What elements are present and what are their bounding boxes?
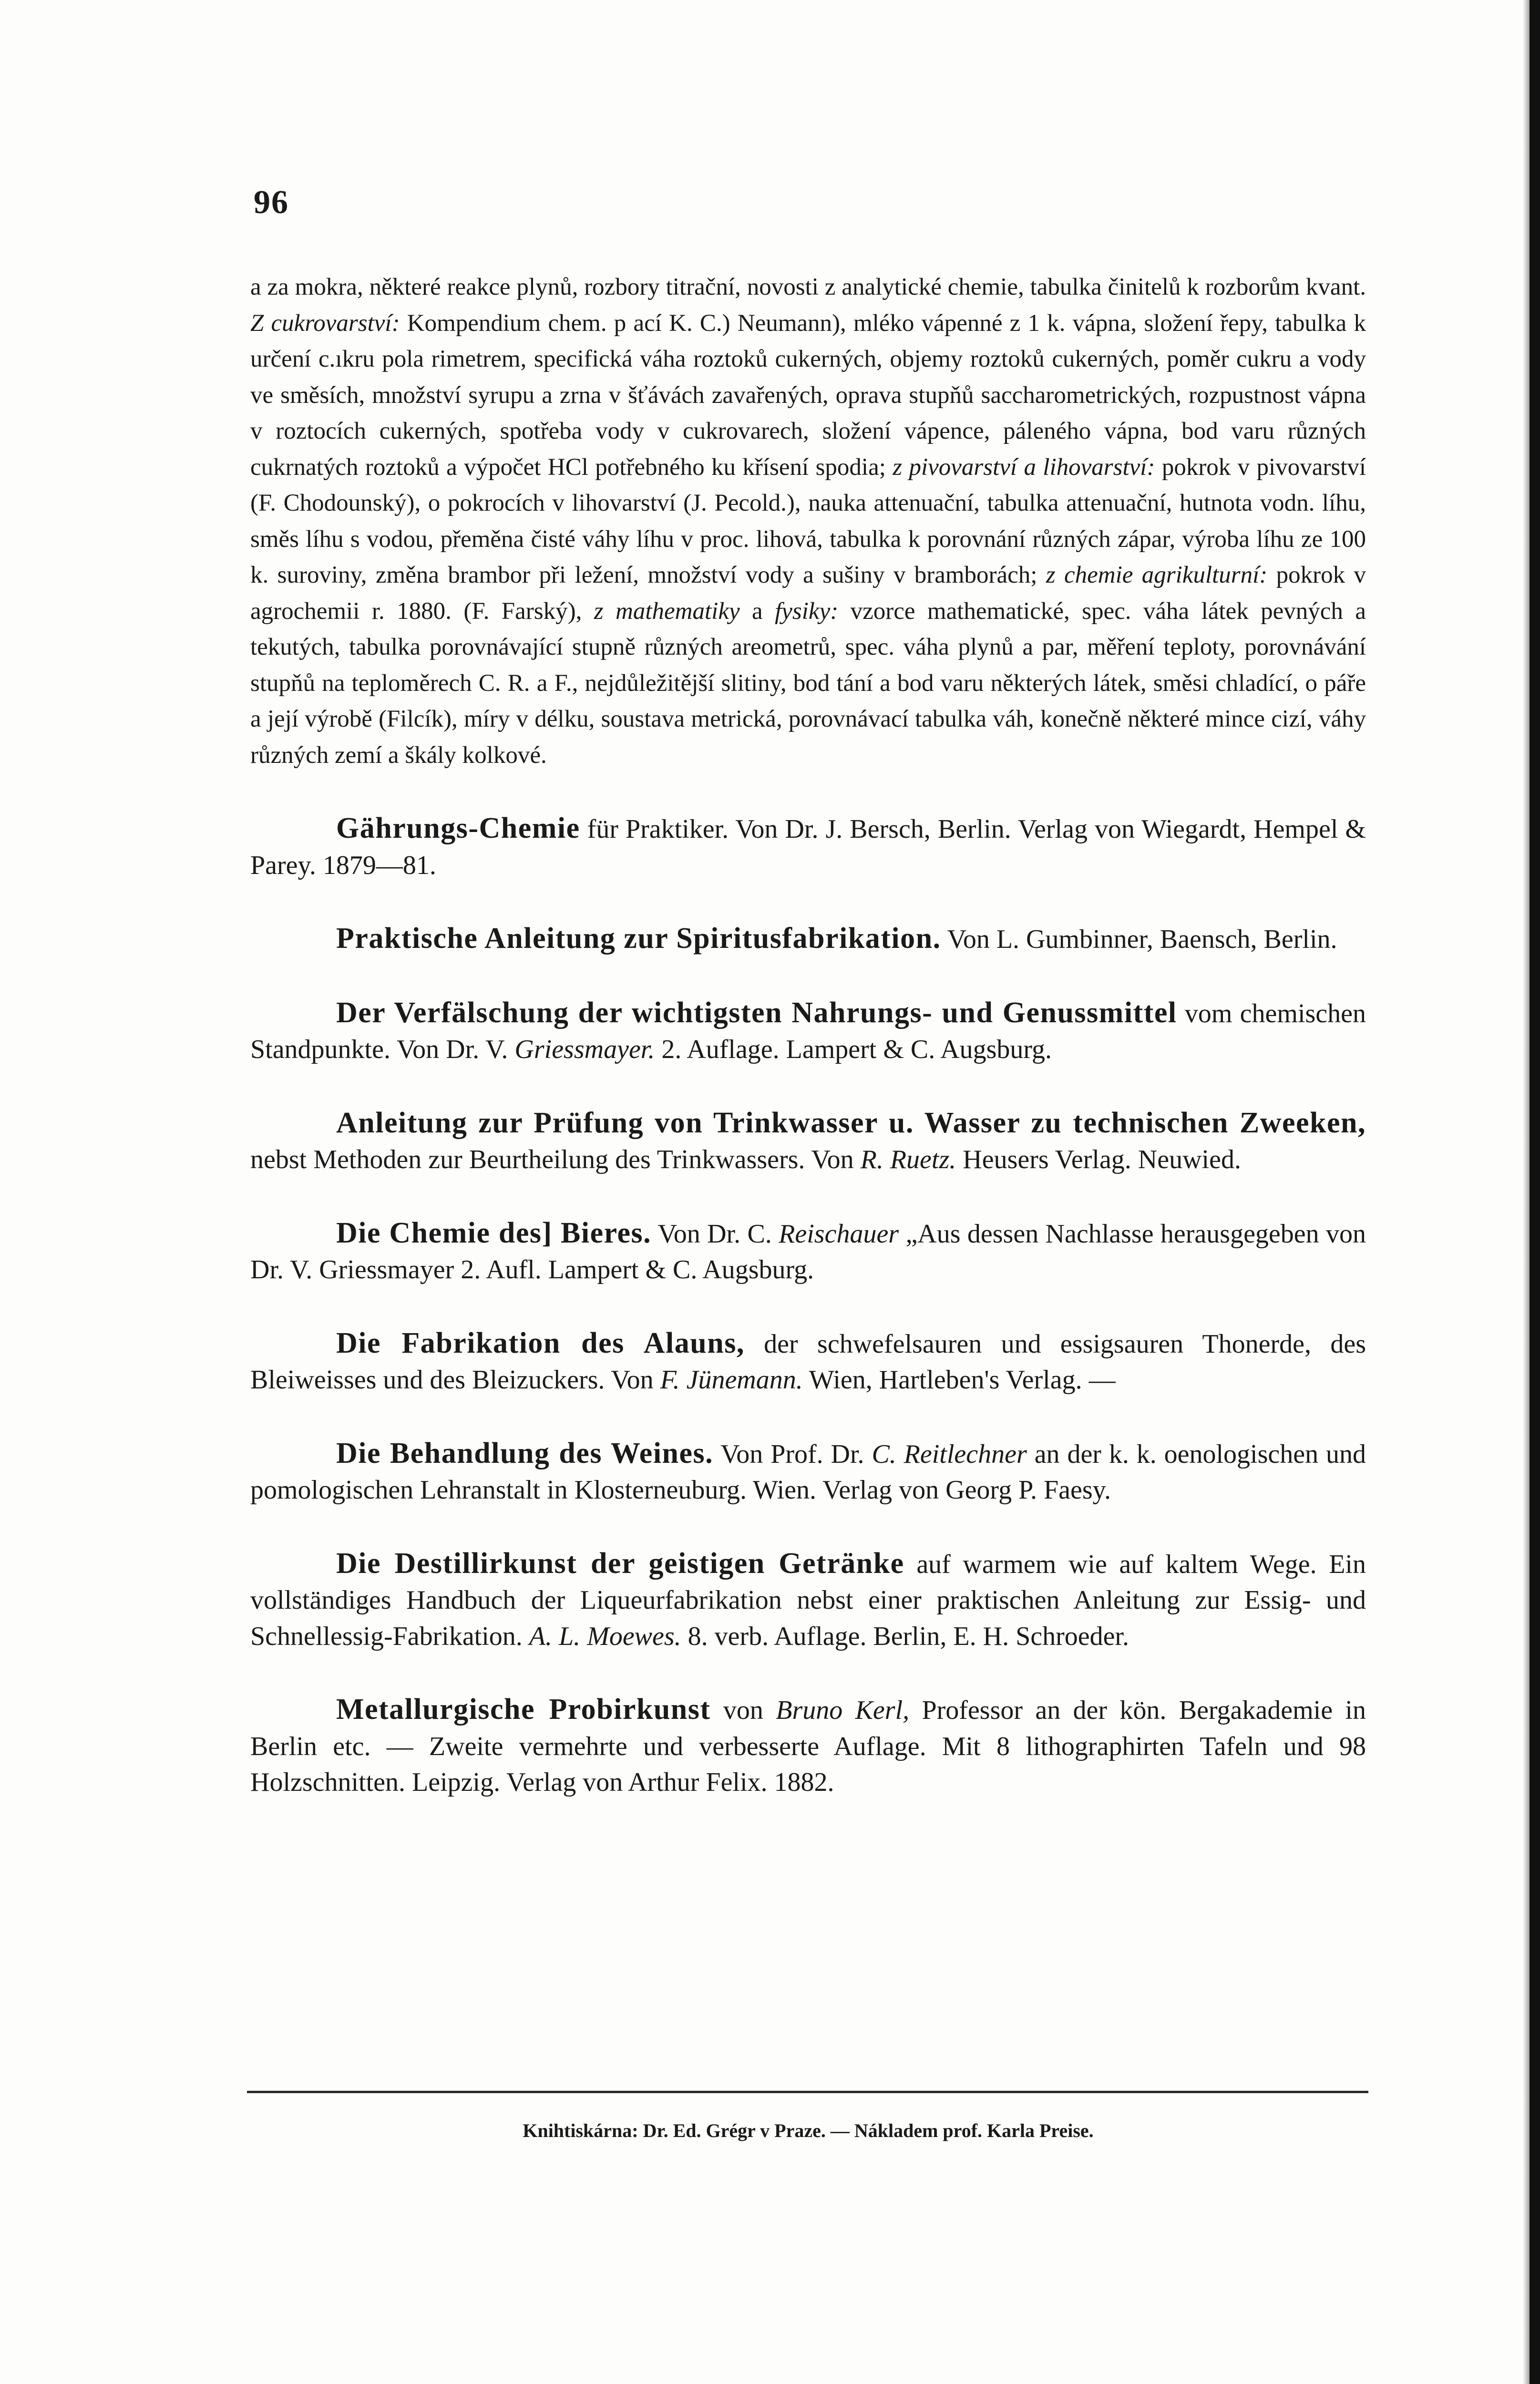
page-edge-shadow	[1523, 0, 1530, 2384]
intro-paragraph	[250, 269, 1366, 773]
intro-text-2: Kompendium chem. p ací K. C.) Neumann), mléko vápenné z 1 k. vápna, složení řepy, tabulka k určení c.ıkru pola rimetrem, specifická váha roztoků cukerných, objemy roztoků cukerných, poměr cukru a vody ve směsích, množství syrupu a zrna v šťávách zavařených, oprava stupňů saccharometrických, rozpustnost vápna v roztocích cukerných, spotřeba vody v cukrovarech, složení vápence, páleného vápna, bod varu různých cukrnatých roztoků a výpočet HCl potřebného ku křísení spodia;	[250, 309, 1366, 481]
section-label-pivovarstvi: z pivovarství a lihovarství:	[893, 453, 1155, 481]
scan-edge	[1530, 0, 1540, 2384]
book-title: Die Behandlung des Weines.	[336, 1437, 714, 1469]
book-title: Metallurgische Probirkunst	[336, 1693, 711, 1726]
book-title: Anleitung zur Prüfung von Trinkwasser u. Wasser zu technischen Zweeken,	[336, 1106, 1366, 1139]
book-author: Reischauer	[779, 1219, 899, 1249]
book-entry	[250, 811, 1366, 884]
section-label-fysiky: fysiky:	[775, 597, 839, 625]
intro-text-4: pokrok v agrochemii r. 1880. (F. Farský),	[250, 562, 1366, 625]
book-publisher: 2. Auflage. Lampert & C. Augsburg.	[655, 1035, 1052, 1064]
book-author: A. L. Moewes.	[529, 1621, 681, 1651]
book-author: C. Reitlechner	[872, 1439, 1027, 1469]
book-publisher: Professor an der kön. Bergakademie in Berlin etc. — Zweite vermehrte und verbesserte Auflage. Mit 8 lithographirten Tafeln und 98 Holzschnitten. Leipzig. Verlag von Arthur Felix. 1882.	[250, 1696, 1366, 1797]
book-author: Bruno Kerl,	[776, 1696, 910, 1725]
book-details: Von Dr. C.	[651, 1219, 779, 1249]
book-author: R. Ruetz.	[860, 1145, 956, 1174]
book-details: nebst Methoden zur Beurtheilung des Trinkwassers. Von	[250, 1145, 861, 1174]
book-details: auf warmem wie auf kaltem Wege. Ein vollständiges Handbuch der Liqueurfabrikation nebst einer praktischen Anleitung zur Essig- und Schnellessig-Fabrikation.	[250, 1549, 1366, 1651]
section-label-mathematiky: z mathematiky	[594, 597, 740, 625]
book-title: Die Chemie des] Bieres.	[336, 1216, 652, 1249]
page-content	[250, 269, 1366, 1801]
book-entry	[250, 1105, 1366, 1178]
book-entry	[250, 1692, 1366, 1801]
printer-footer: Knihtiskárna: Dr. Ed. Grégr v Praze. — Nákladem prof. Karla Preise.	[523, 2120, 1094, 2141]
section-label-chemie: z chemie agrikulturní:	[1046, 562, 1268, 588]
book-publisher: Wien, Hartleben's Verlag. —	[802, 1365, 1116, 1395]
book-title: Gährungs-Chemie	[336, 812, 580, 844]
intro-text-6: vzorce mathematické, spec. váha látek pevných a tekutých, tabulka porovnávající stupně různých areometrů, spec. váha plynů a par, měření teploty, porovnávání stupňů na teploměrech C. R. a F., nejdůležitější slitiny, bod tání a bod varu některých látek, směsi chladící, o páře a její výrobě (Filcík), míry v délku, soustava metrická, porovnávací tabulka váh, konečně některé mince cizí, váhy různých zemí a škály kolkové.	[250, 597, 1366, 769]
book-publisher: „Aus dessen Nachlasse herausgegeben von Dr. V. Griessmayer 2. Aufl. Lampert & C. Augsburg.	[250, 1219, 1366, 1284]
book-author: F. Jünemann.	[660, 1365, 803, 1395]
book-details: vom chemischen Standpunkte. Von Dr. V.	[250, 998, 1366, 1064]
book-title: Der Verfälschung der wichtigsten Nahrungs- und Genussmittel	[336, 996, 1177, 1029]
footer-rule	[247, 2091, 1368, 2093]
book-entry	[250, 1436, 1366, 1509]
book-entry	[250, 995, 1366, 1068]
book-title: Die Destillirkunst der geistigen Getränke	[336, 1547, 904, 1580]
book-publisher: Heusers Verlag. Neuwied.	[956, 1145, 1241, 1174]
page-number: 96	[254, 184, 289, 221]
intro-text-5: a	[739, 597, 775, 625]
book-details: Von L. Gumbinner, Baensch, Berlin.	[941, 925, 1337, 954]
book-details: Von Prof. Dr.	[713, 1439, 872, 1469]
book-entry	[250, 921, 1366, 958]
book-details: der schwefelsauren und essigsauren Thonerde, des Bleiweisses und des Bleizuckers. Von	[250, 1329, 1366, 1395]
book-author: Griessmayer.	[514, 1035, 655, 1064]
book-details: von	[710, 1696, 776, 1725]
section-label-cukrovarstvi: Z cukrovarství:	[250, 309, 400, 337]
book-title: Praktische Anleitung zur Spiritusfabrikation.	[336, 922, 941, 955]
intro-text-3: pokrok v pivovarství (F. Chodounský), o pokrocích v lihovarství (J. Pecold.), nauka attenuační, tabulka attenuační, hutnota vodn. líhu, směs líhu s vodou, přeměna čisté váhy líhu v proc. lihová, tabulka k porovnání různých zápar, výroba líhu ze 100 k. suroviny, změna brambor při ležení, množství vody a sušiny v bramborách;	[250, 453, 1366, 588]
intro-text-1: a za mokra, některé reakce plynů, rozbory titrační, novosti z analytické chemie, tabulka činitelů k rozborům kvant.	[250, 274, 1366, 300]
book-title: Die Fabrikation des Alauns,	[336, 1326, 745, 1359]
book-entry	[250, 1215, 1366, 1288]
book-entry	[250, 1546, 1366, 1655]
book-details: für Praktiker. Von Dr. J. Bersch, Berlin. Verlag von Wiegardt, Hempel & Parey. 1879—81.	[250, 814, 1366, 880]
book-publisher: an der k. k. oenologischen und pomologischen Lehranstalt in Klosterneuburg. Wien. Verlag von Georg P. Faesy.	[250, 1439, 1366, 1505]
book-entry	[250, 1326, 1366, 1398]
book-publisher: 8. verb. Auflage. Berlin, E. H. Schroeder.	[681, 1621, 1129, 1651]
